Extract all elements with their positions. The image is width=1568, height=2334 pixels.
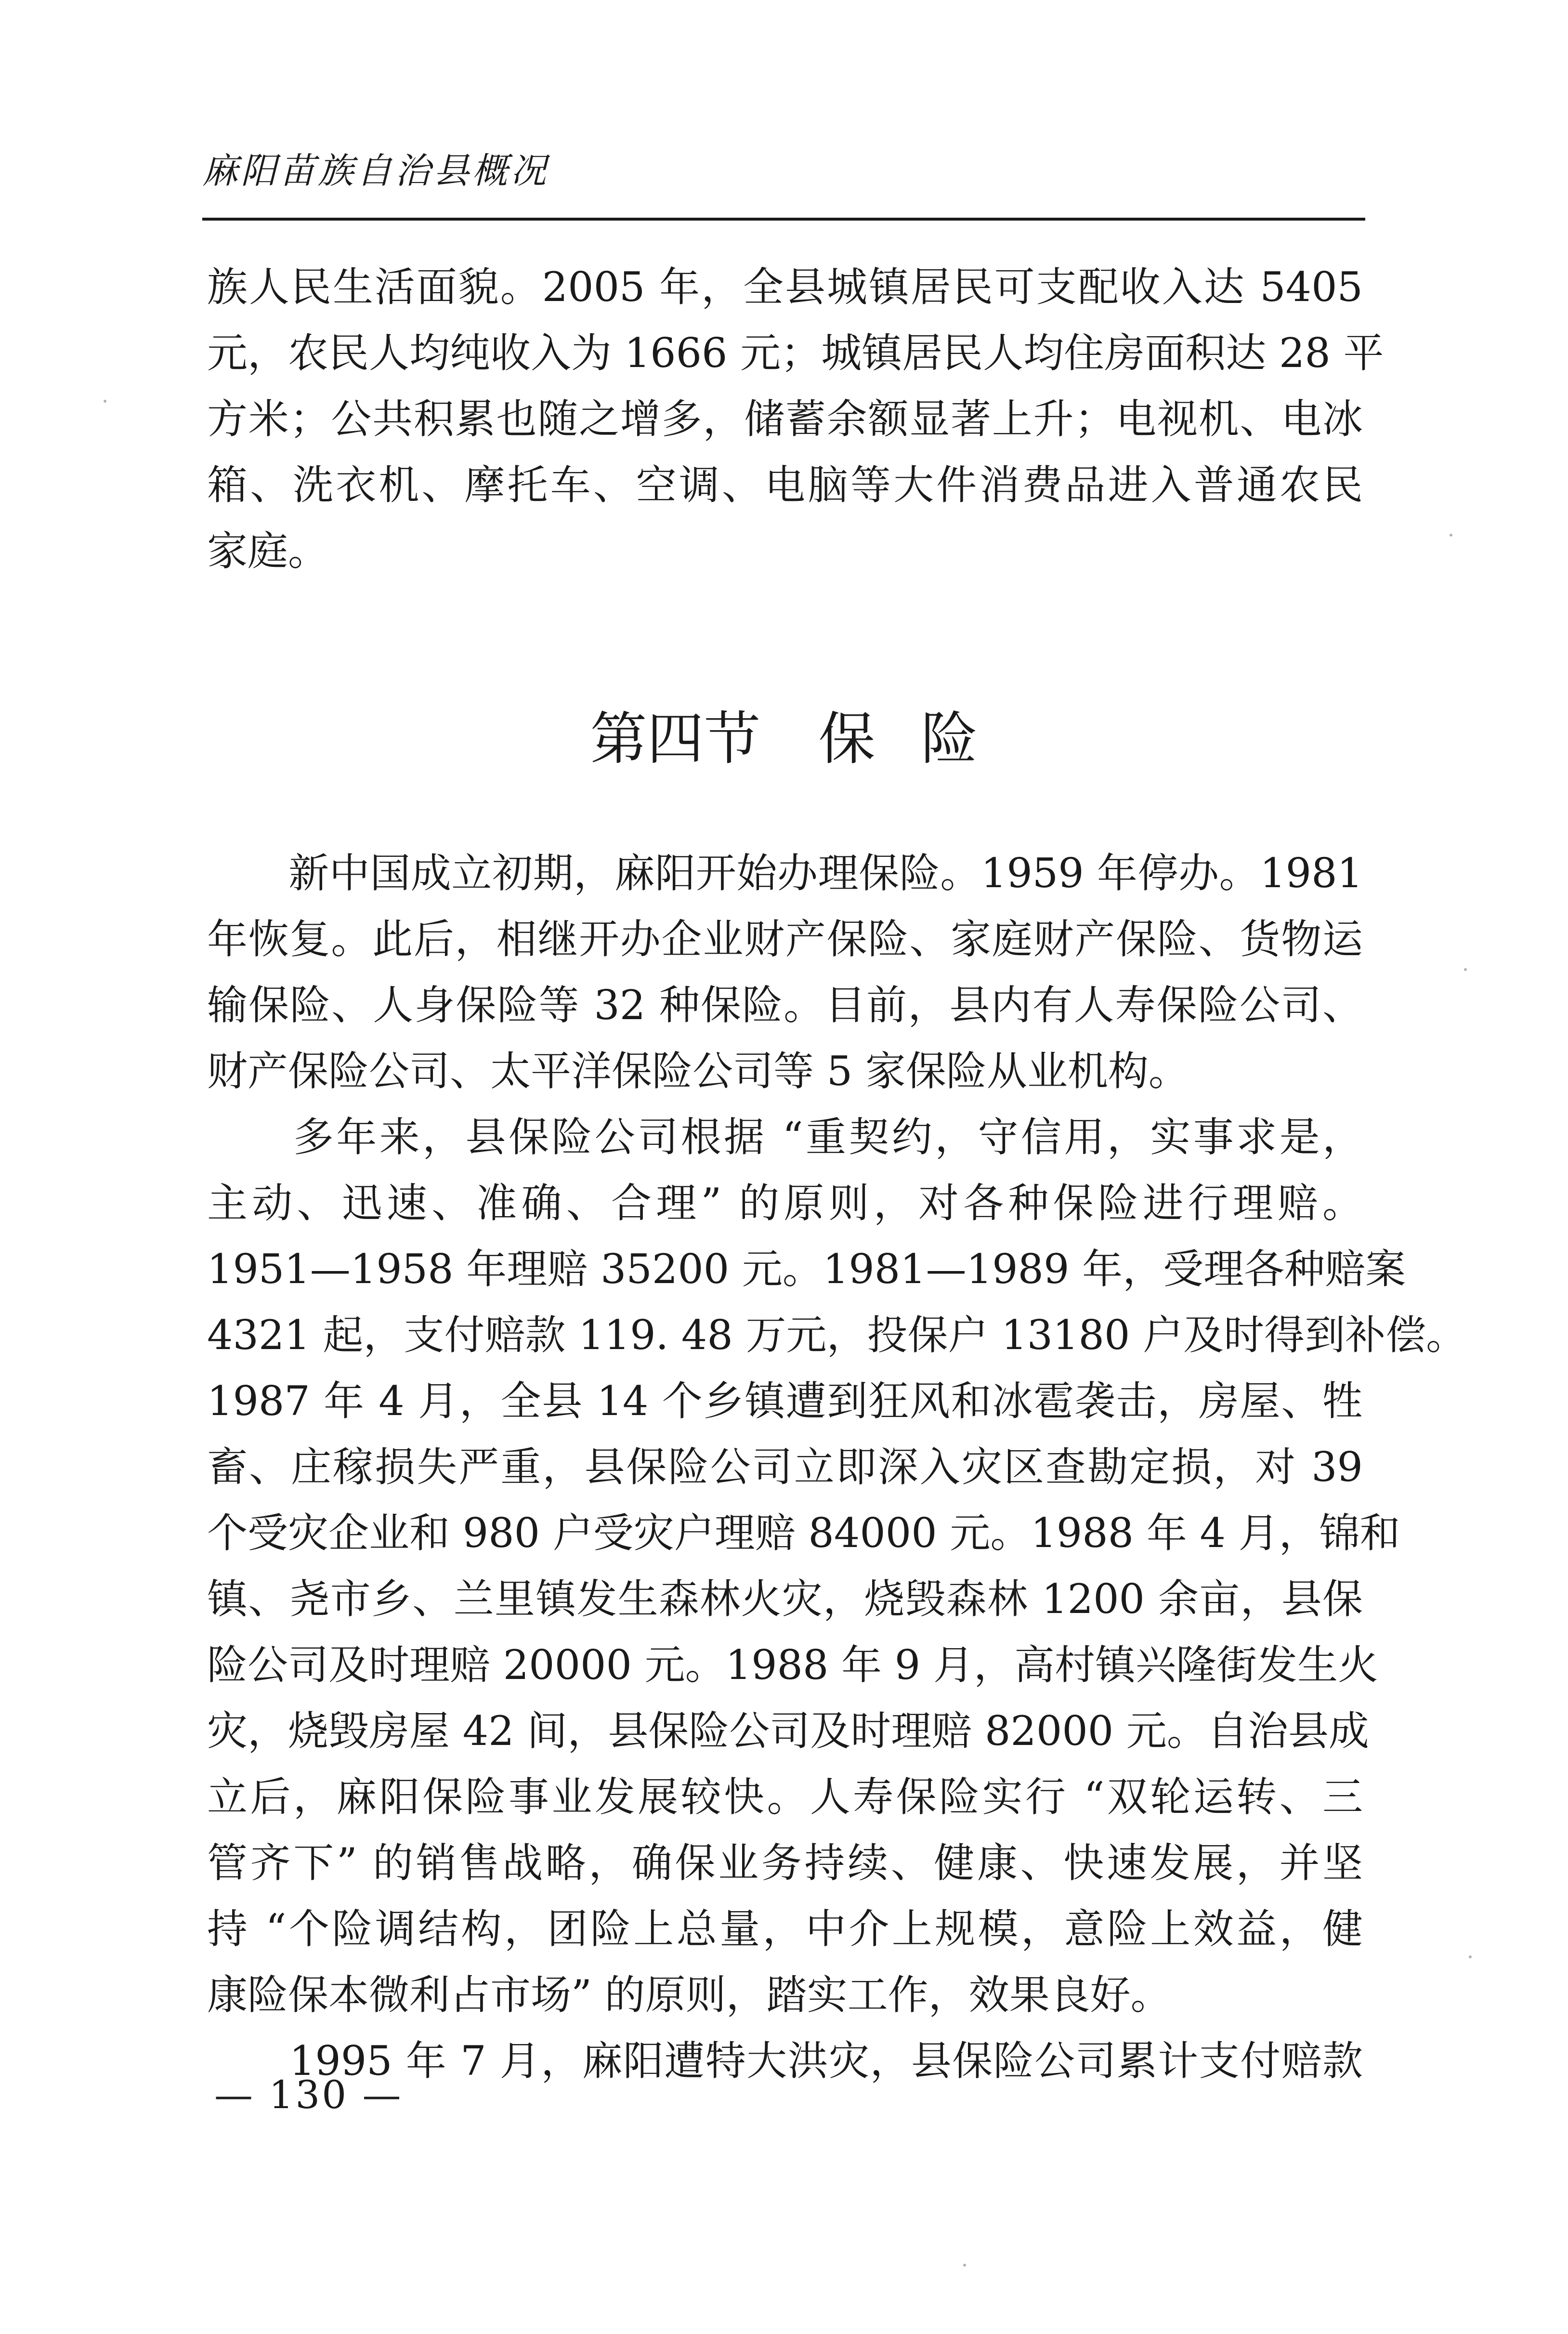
scan-speck bbox=[963, 2264, 966, 2267]
text-line: 主动、迅速、准确、合理” 的原则，对各种保险进行理赔。 bbox=[207, 1180, 1363, 1227]
text-line: 1951—1958 年理赔 35200 元。1981—1989 年，受理各种赔案 bbox=[207, 1246, 1406, 1293]
text-line: 畜、庄稼损失严重，县保险公司立即深入灾区查勘定损，对 39 bbox=[207, 1443, 1363, 1491]
text-line: 箱、洗衣机、摩托车、空调、电脑等大件消费品进入普通农民 bbox=[207, 461, 1363, 509]
header-rule bbox=[202, 218, 1365, 221]
text-line: 1995 年 7 月，麻阳遭特大洪灾，县保险公司累计支付赔款 bbox=[207, 2037, 1363, 2085]
text-line: 年恢复。此后，相继开办企业财产保险、家庭财产保险、货物运 bbox=[207, 916, 1363, 963]
running-header: 麻阳苗族自治县概况 bbox=[202, 150, 549, 192]
section-title-char: 保 bbox=[818, 706, 875, 772]
text-line: 方米；公共积累也随之增多，储蓄余额显著上升；电视机、电冰 bbox=[207, 395, 1363, 443]
text-line: 立后，麻阳保险事业发展较快。人寿保险实行 “双轮运转、三 bbox=[207, 1773, 1363, 1821]
text-line: 镇、尧市乡、兰里镇发生森林火灾，烧毁森林 1200 余亩，县保 bbox=[207, 1575, 1363, 1623]
text-line: 家庭。 bbox=[207, 527, 329, 575]
scan-speck bbox=[104, 400, 106, 403]
text-line: 个受灾企业和 980 户受灾户理赔 84000 元。1988 年 4 月，锦和 bbox=[207, 1509, 1400, 1557]
text-line: 持 “个险调结构，团险上总量，中介上规模，意险上效益，健 bbox=[207, 1905, 1363, 1953]
intro-paragraph bbox=[207, 254, 1384, 584]
text-line: 康险保本微利占市场” 的原则，踏实工作，效果良好。 bbox=[207, 1971, 1171, 2019]
text-line: 多年来，县保险公司根据 “重契约，守信用，实事求是， bbox=[207, 1114, 1363, 1161]
page-number: — 130 — bbox=[214, 2072, 403, 2117]
scan-speck bbox=[1450, 534, 1452, 537]
text-line: 管齐下” 的销售战略，确保业务持续、健康、快速发展，并坚 bbox=[207, 1839, 1363, 1887]
text-line: 输保险、人身保险等 32 种保险。目前，县内有人寿保险公司、 bbox=[207, 982, 1363, 1029]
text-line: 新中国成立初期，麻阳开始办理保险。1959 年停办。1981 bbox=[207, 850, 1363, 897]
section-number: 第四节 bbox=[590, 706, 761, 772]
text-line: 族人民生活面貌。2005 年，全县城镇居民可支配收入达 5405 bbox=[207, 263, 1363, 311]
text-line: 险公司及时理赔 20000 元。1988 年 9 月，高村镇兴隆街发生火 bbox=[207, 1641, 1378, 1689]
section-title-char: 险 bbox=[921, 706, 978, 772]
text-line: 4321 起，支付赔款 119. 48 万元，投保户 13180 户及时得到补偿。 bbox=[207, 1311, 1467, 1359]
text-line: 财产保险公司、太平洋保险公司等 5 家保险从业机构。 bbox=[207, 1048, 1189, 1095]
text-line: 灾，烧毁房屋 42 间，县保险公司及时理赔 82000 元。自治县成 bbox=[207, 1707, 1369, 1755]
text-line: 元，农民人均纯收入为 1666 元；城镇居民人均住房面积达 28 平 bbox=[207, 329, 1384, 377]
section-heading bbox=[0, 706, 1568, 772]
scan-speck bbox=[1469, 1955, 1472, 1958]
text-line: 1987 年 4 月，全县 14 个乡镇遭到狂风和冰雹袭击，房屋、牲 bbox=[207, 1377, 1363, 1425]
scan-speck bbox=[1464, 968, 1467, 971]
body-text bbox=[207, 840, 1467, 2094]
